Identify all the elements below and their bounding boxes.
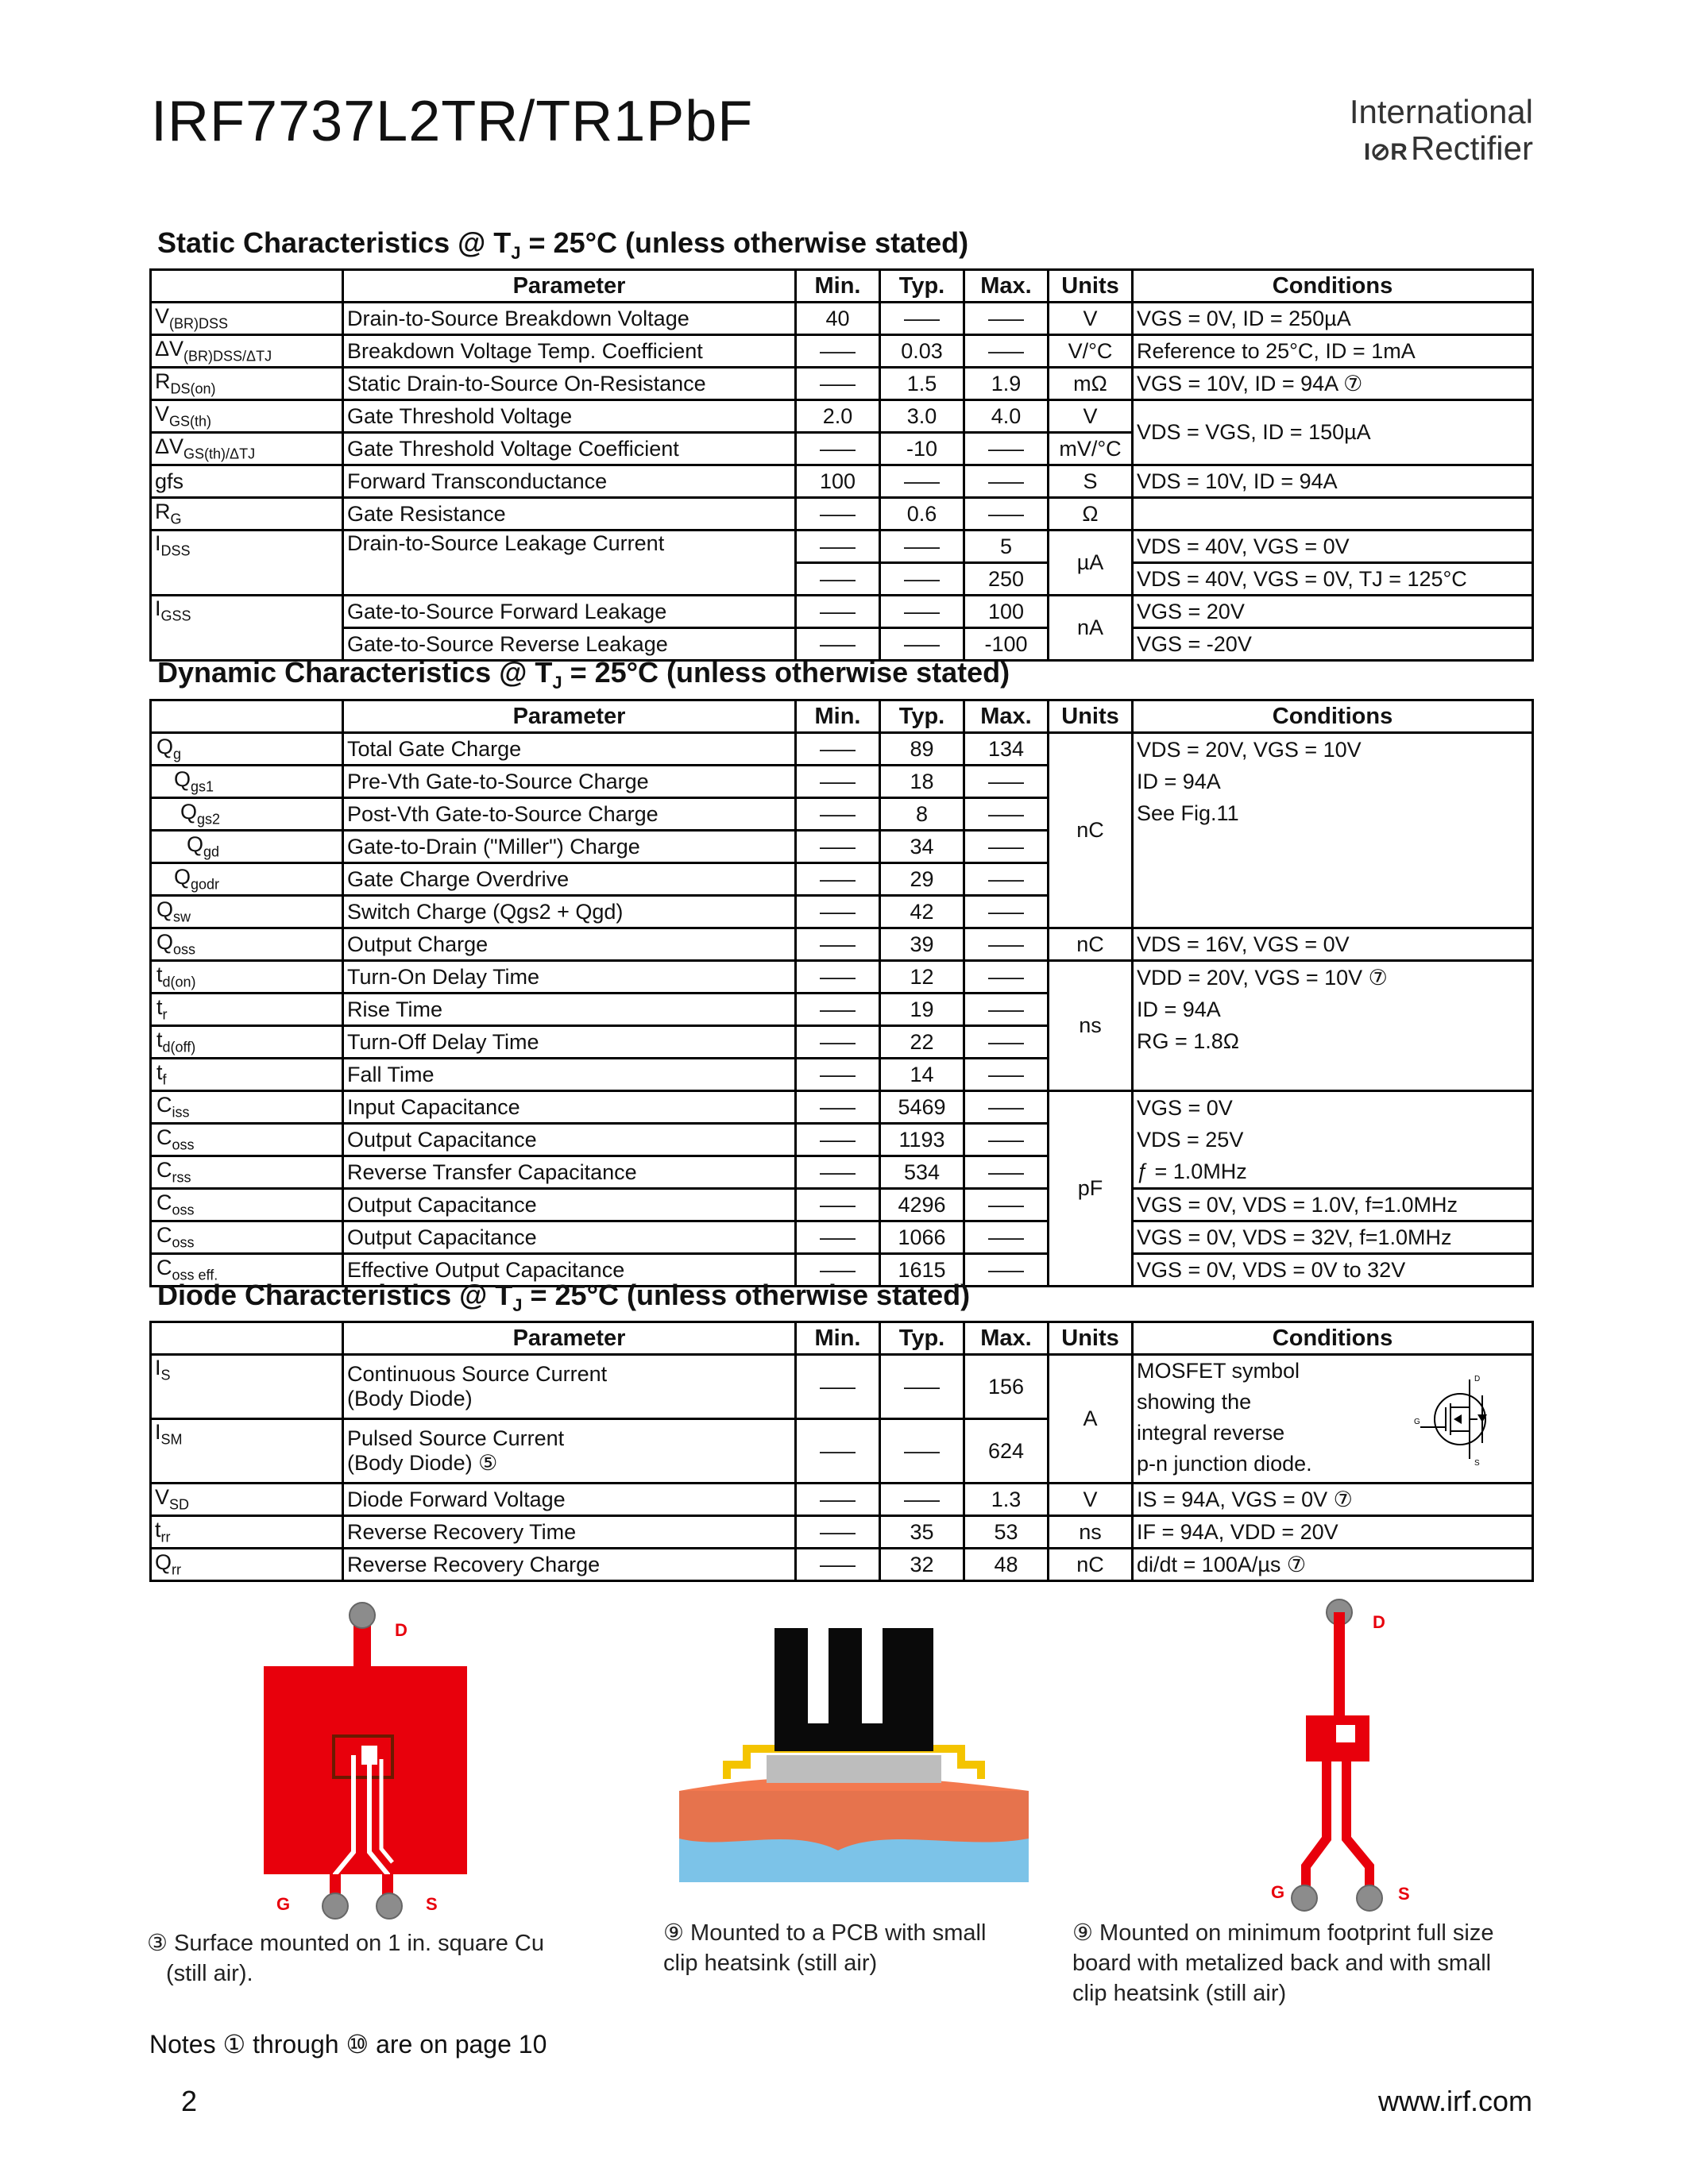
min-cell: ––– xyxy=(796,863,880,896)
table-row xyxy=(151,1484,1533,1516)
typ-cell: 32 xyxy=(880,1549,964,1581)
parameter-cell: Gate Charge Overdrive xyxy=(343,863,796,896)
column-header xyxy=(151,700,343,733)
typ-cell: 39 xyxy=(880,928,964,961)
symbol-cell: $V_{SD}$ xyxy=(151,1484,343,1516)
table-row xyxy=(151,733,1533,766)
symbol-cell: $C_{oss eff.}$ xyxy=(151,1254,343,1287)
parameter-line: (Body Diode) ⑤ xyxy=(347,1451,498,1475)
max-cell: 100 xyxy=(964,596,1049,628)
max-cell: ––– xyxy=(964,831,1049,863)
min-cell: 40 xyxy=(796,303,880,335)
column-header: Conditions xyxy=(1133,270,1533,303)
column-header: Max. xyxy=(964,270,1049,303)
conditions-cell: VGS = 10V, ID = 94A ⑦ xyxy=(1133,368,1533,400)
min-cell: ––– xyxy=(796,896,880,928)
max-cell: ––– xyxy=(964,335,1049,368)
max-cell: ––– xyxy=(964,798,1049,831)
parameter-cell: Output Capacitance xyxy=(343,1189,796,1221)
typ-cell: 42 xyxy=(880,896,964,928)
max-cell: ––– xyxy=(964,1254,1049,1287)
symbol-cell: $Q_{oss}$ xyxy=(151,928,343,961)
min-cell: ––– xyxy=(796,563,880,596)
column-header: Conditions xyxy=(1133,700,1533,733)
dynamic-characteristics-table xyxy=(149,699,1534,1287)
symbol-cell: $Q_{gs2}$ xyxy=(151,798,343,831)
parameter-cell: Reverse Transfer Capacitance xyxy=(343,1156,796,1189)
column-header xyxy=(151,270,343,303)
min-cell: ––– xyxy=(796,733,880,766)
symbol-cell: $t_{d(off)}$ xyxy=(151,1026,343,1059)
drain-label: D xyxy=(1373,1612,1385,1632)
typ-cell: 0.6 xyxy=(880,498,964,531)
table-row xyxy=(151,303,1533,335)
symbol-cell: $R_G$ xyxy=(151,498,343,531)
max-cell: ––– xyxy=(964,1156,1049,1189)
condition-line: VDD = 20V, VGS = 10V ⑦ xyxy=(1137,966,1388,990)
conditions-cell: VDS = 40V, VGS = 0V xyxy=(1133,531,1533,563)
min-cell: ––– xyxy=(796,994,880,1026)
column-header: Parameter xyxy=(343,270,796,303)
max-cell: ––– xyxy=(964,1091,1049,1124)
max-cell: 1.9 xyxy=(964,368,1049,400)
max-cell: ––– xyxy=(964,1059,1049,1091)
min-cell: ––– xyxy=(796,798,880,831)
symbol-cell: $Q_{sw}$ xyxy=(151,896,343,928)
symbol-cell: $C_{iss}$ xyxy=(151,1091,343,1124)
condition-line: ƒ = 1.0MHz xyxy=(1137,1160,1247,1183)
max-cell: 53 xyxy=(964,1516,1049,1549)
min-cell: ––– xyxy=(796,596,880,628)
conditions-cell: di/dt = 100A/µs ⑦ xyxy=(1133,1549,1533,1581)
conditions-cell xyxy=(1133,1091,1533,1189)
condition-line: VDS = 25V xyxy=(1137,1128,1244,1152)
max-cell: ––– xyxy=(964,994,1049,1026)
typ-cell: 18 xyxy=(880,766,964,798)
table-row xyxy=(151,961,1533,994)
conditions-cell: VDS = 40V, VGS = 0V, TJ = 125°C xyxy=(1133,563,1533,596)
conditions-cell xyxy=(1133,1355,1533,1484)
svg-text:D: D xyxy=(1474,1375,1481,1383)
condition-line: showing the xyxy=(1137,1390,1252,1414)
source-label: S xyxy=(426,1894,438,1914)
typ-cell: 89 xyxy=(880,733,964,766)
symbol-cell: $Q_{gd}$ xyxy=(151,831,343,863)
parameter-cell: Switch Charge (Qgs2 + Qgd) xyxy=(343,896,796,928)
gate-label: G xyxy=(276,1894,291,1914)
typ-cell: 14 xyxy=(880,1059,964,1091)
conditions-cell: IF = 94A, VDD = 20V xyxy=(1133,1516,1533,1549)
conditions-cell xyxy=(1133,498,1533,531)
column-header: Units xyxy=(1049,270,1133,303)
table-row xyxy=(151,498,1533,531)
parameter-cell: Drain-to-Source Breakdown Voltage xyxy=(343,303,796,335)
condition-line: RG = 1.8Ω xyxy=(1137,1029,1239,1053)
max-cell: 48 xyxy=(964,1549,1049,1581)
parameter-cell: Reverse Recovery Charge xyxy=(343,1549,796,1581)
page-number: 2 xyxy=(181,2085,198,2117)
column-header: Units xyxy=(1049,700,1133,733)
conditions-cell: VDS = 16V, VGS = 0V xyxy=(1133,928,1533,961)
min-cell: ––– xyxy=(796,831,880,863)
parameter-cell: Gate Threshold Voltage Coefficient xyxy=(343,433,796,465)
conditions-cell: VDS = VGS, ID = 150µA xyxy=(1133,400,1533,465)
symbol-cell: $Q_{rr}$ xyxy=(151,1549,343,1581)
symbol-cell: $R_{DS(on)}$ xyxy=(151,368,343,400)
parameter-cell: Pre-Vth Gate-to-Source Charge xyxy=(343,766,796,798)
parameter-line: (Body Diode) xyxy=(347,1387,473,1410)
parameter-cell: Input Capacitance xyxy=(343,1091,796,1124)
min-cell: 100 xyxy=(796,465,880,498)
typ-cell: 534 xyxy=(880,1156,964,1189)
max-cell: ––– xyxy=(964,433,1049,465)
figure-3-caption: ⑨ Mounted on minimum footprint full size board with metalized back and with small clip heatsink (still air) xyxy=(1072,1920,1494,2006)
min-cell: ––– xyxy=(796,1124,880,1156)
typ-cell: ––– xyxy=(880,563,964,596)
copper-pad xyxy=(264,1666,467,1874)
conditions-cell: VGS = 0V, VDS = 32V, f=1.0MHz xyxy=(1133,1221,1533,1254)
gate-label: G xyxy=(1271,1882,1285,1902)
condition-line: ID = 94A xyxy=(1137,770,1221,793)
column-header: Typ. xyxy=(880,270,964,303)
column-header: Min. xyxy=(796,270,880,303)
min-cell: ––– xyxy=(796,628,880,661)
typ-cell: 35 xyxy=(880,1516,964,1549)
typ-cell: ––– xyxy=(880,531,964,563)
parameter-cell: Gate-to-Source Reverse Leakage xyxy=(343,628,796,661)
parameter-cell: Output Charge xyxy=(343,928,796,961)
max-cell: ––– xyxy=(964,1124,1049,1156)
device-body xyxy=(767,1755,941,1783)
max-cell: ––– xyxy=(964,465,1049,498)
typ-cell: 8 xyxy=(880,798,964,831)
typ-cell: ––– xyxy=(880,628,964,661)
max-cell: ––– xyxy=(964,928,1049,961)
typ-cell: 4296 xyxy=(880,1189,964,1221)
symbol-cell: $V_{GS(th)}$ xyxy=(151,400,343,433)
table-row xyxy=(151,368,1533,400)
typ-cell: ––– xyxy=(880,596,964,628)
symbol-cell: $C_{oss}$ xyxy=(151,1221,343,1254)
units-cell: nC xyxy=(1049,733,1133,928)
table-row xyxy=(151,1549,1533,1581)
min-cell: ––– xyxy=(796,433,880,465)
conditions-cell: IS = 94A, VGS = 0V ⑦ xyxy=(1133,1484,1533,1516)
typ-cell: 19 xyxy=(880,994,964,1026)
company-logo xyxy=(1342,94,1533,171)
figure-2-caption: ⑨ Mounted to a PCB with small clip heatsink (still air) xyxy=(663,1920,987,1976)
units-cell: V xyxy=(1049,1484,1133,1516)
static-section-title: Static Characteristics @ $T_J = 25^\circ C$ (unless otherwise stated) xyxy=(157,226,969,264)
parameter-cell: Fall Time xyxy=(343,1059,796,1091)
symbol-cell: $I_{SM}$ xyxy=(151,1419,343,1484)
max-cell: 5 xyxy=(964,531,1049,563)
typ-cell: 5469 xyxy=(880,1091,964,1124)
symbol-cell: $\Delta V_{(BR)DSS/\Delta TJ}$ xyxy=(151,335,343,368)
min-cell: ––– xyxy=(796,1091,880,1124)
column-header: Parameter xyxy=(343,700,796,733)
parameter-cell: Drain-to-Source Leakage Current xyxy=(343,531,796,596)
min-cell: ––– xyxy=(796,961,880,994)
parameter-cell: Rise Time xyxy=(343,994,796,1026)
min-cell: ––– xyxy=(796,498,880,531)
typ-cell: 0.03 xyxy=(880,335,964,368)
parameter-cell: Turn-Off Delay Time xyxy=(343,1026,796,1059)
max-cell: ––– xyxy=(964,863,1049,896)
drain-pin xyxy=(350,1603,375,1628)
units-cell: ns xyxy=(1049,1516,1133,1549)
units-cell: pF xyxy=(1049,1091,1133,1287)
parameter-cell: Output Capacitance xyxy=(343,1124,796,1156)
max-cell: ––– xyxy=(964,766,1049,798)
static-characteristics-table xyxy=(149,268,1534,662)
notes-line: Notes ① through ⑩ are on page 10 xyxy=(149,2030,547,2059)
min-cell: ––– xyxy=(796,1549,880,1581)
units-cell: ns xyxy=(1049,961,1133,1091)
condition-line: integral reverse xyxy=(1137,1421,1285,1445)
min-cell: 2.0 xyxy=(796,400,880,433)
max-cell: ––– xyxy=(964,1189,1049,1221)
units-cell: Ω xyxy=(1049,498,1133,531)
parameter-line: Pulsed Source Current xyxy=(347,1426,565,1450)
table-row xyxy=(151,400,1533,433)
typ-cell: 1.5 xyxy=(880,368,964,400)
gate-pin xyxy=(323,1893,348,1919)
table-row xyxy=(151,1221,1533,1254)
typ-cell: 1615 xyxy=(880,1254,964,1287)
max-cell: 624 xyxy=(964,1419,1049,1484)
parameter-cell: Post-Vth Gate-to-Source Charge xyxy=(343,798,796,831)
typ-cell: 22 xyxy=(880,1026,964,1059)
table-row xyxy=(151,596,1533,628)
min-cell: ––– xyxy=(796,531,880,563)
logo-ir-mark: I⊘R xyxy=(1363,139,1408,165)
parameter-cell xyxy=(343,1355,796,1419)
parameter-cell: Turn-On Delay Time xyxy=(343,961,796,994)
figure-3-min-footprint-diagram xyxy=(1271,1588,1454,1922)
symbol-cell: $\Delta V_{GS(th)/\Delta TJ}$ xyxy=(151,433,343,465)
parameter-cell: Effective Output Capacitance xyxy=(343,1254,796,1287)
min-cell: ––– xyxy=(796,1059,880,1091)
typ-cell: ––– xyxy=(880,1484,964,1516)
units-cell: V xyxy=(1049,303,1133,335)
column-header: Min. xyxy=(796,1322,880,1355)
min-cell: ––– xyxy=(796,1516,880,1549)
min-cell: ––– xyxy=(796,1156,880,1189)
column-header: Typ. xyxy=(880,1322,964,1355)
conditions-cell: Reference to 25°C, ID = 1mA xyxy=(1133,335,1533,368)
heatsink-fin-2 xyxy=(829,1628,862,1731)
max-cell: ––– xyxy=(964,961,1049,994)
symbol-cell: $C_{oss}$ xyxy=(151,1124,343,1156)
min-cell: ––– xyxy=(796,1189,880,1221)
typ-cell: ––– xyxy=(880,1419,964,1484)
units-cell: nC xyxy=(1049,928,1133,961)
footer-url[interactable]: www.irf.com xyxy=(1377,2085,1532,2117)
max-cell: 250 xyxy=(964,563,1049,596)
gate-pad xyxy=(361,1746,377,1765)
table-row xyxy=(151,465,1533,498)
table-row xyxy=(151,531,1533,563)
units-cell: V xyxy=(1049,400,1133,433)
parameter-cell: Forward Transconductance xyxy=(343,465,796,498)
symbol-cell: $V_{(BR)DSS}$ xyxy=(151,303,343,335)
logo-line1: International xyxy=(1349,93,1533,130)
min-cell: ––– xyxy=(796,1221,880,1254)
column-header: Max. xyxy=(964,700,1049,733)
conditions-cell: VDS = 10V, ID = 94A xyxy=(1133,465,1533,498)
max-cell: -100 xyxy=(964,628,1049,661)
typ-cell: 1193 xyxy=(880,1124,964,1156)
min-cell: ––– xyxy=(796,335,880,368)
min-cell: ––– xyxy=(796,766,880,798)
condition-line: See Fig.11 xyxy=(1137,801,1239,825)
table-row xyxy=(151,1189,1533,1221)
parameter-cell: Static Drain-to-Source On-Resistance xyxy=(343,368,796,400)
heatsink-fin-3 xyxy=(883,1628,916,1731)
units-cell: nC xyxy=(1049,1549,1133,1581)
column-header: Min. xyxy=(796,700,880,733)
parameter-cell: Gate-to-Source Forward Leakage xyxy=(343,596,796,628)
condition-line: p-n junction diode. xyxy=(1137,1452,1312,1476)
heatsink-fin-1 xyxy=(774,1628,808,1731)
symbol-cell: $t_r$ xyxy=(151,994,343,1026)
typ-cell: 12 xyxy=(880,961,964,994)
units-cell: V/°C xyxy=(1049,335,1133,368)
svg-text:G: G xyxy=(1414,1418,1420,1426)
typ-cell: ––– xyxy=(880,1355,964,1419)
symbol-cell: $I_{DSS}$ xyxy=(151,531,343,596)
figure-1-cu-pad-diagram xyxy=(238,1596,500,1930)
drain-label: D xyxy=(395,1620,408,1640)
min-cell: ––– xyxy=(796,1026,880,1059)
source-pin xyxy=(377,1893,402,1919)
symbol-cell: $Q_g$ xyxy=(151,733,343,766)
symbol-cell: $t_{d(on)}$ xyxy=(151,961,343,994)
typ-cell: 34 xyxy=(880,831,964,863)
column-header: Parameter xyxy=(343,1322,796,1355)
source-label: S xyxy=(1398,1884,1410,1904)
conditions-cell: VGS = -20V xyxy=(1133,628,1533,661)
column-header: Typ. xyxy=(880,700,964,733)
min-cell: ––– xyxy=(796,1419,880,1484)
table-row xyxy=(151,1355,1533,1419)
diode-section-title: Diode Characteristics @ $T_J = 25^\circ C$ (unless otherwise stated) xyxy=(157,1279,971,1316)
parameter-cell: Output Capacitance xyxy=(343,1221,796,1254)
figure-2-pcb-heatsink-diagram xyxy=(679,1612,1029,1882)
units-cell: µA xyxy=(1049,531,1133,596)
min-cell: ––– xyxy=(796,1254,880,1287)
conditions-cell: VGS = 0V, VDS = 0V to 32V xyxy=(1133,1254,1533,1287)
parameter-cell xyxy=(343,1419,796,1484)
max-cell: 4.0 xyxy=(964,400,1049,433)
condition-line: ID = 94A xyxy=(1137,997,1221,1021)
min-cell: ––– xyxy=(796,1484,880,1516)
parameter-cell: Total Gate Charge xyxy=(343,733,796,766)
condition-line: VDS = 20V, VGS = 10V xyxy=(1137,738,1362,762)
conditions-cell: VGS = 0V, VDS = 1.0V, f=1.0MHz xyxy=(1133,1189,1533,1221)
diode-characteristics-table xyxy=(149,1321,1534,1582)
symbol-cell: $t_f$ xyxy=(151,1059,343,1091)
max-cell: ––– xyxy=(964,1221,1049,1254)
figure-1-caption: ③ Surface mounted on 1 in. square Cu (still air). xyxy=(147,1931,544,1986)
symbol-cell: $Q_{gs1}$ xyxy=(151,766,343,798)
parameter-cell: Breakdown Voltage Temp. Coefficient xyxy=(343,335,796,368)
column-header: Conditions xyxy=(1133,1322,1533,1355)
max-cell: 156 xyxy=(964,1355,1049,1419)
max-cell: ––– xyxy=(964,896,1049,928)
source-pin xyxy=(1357,1885,1382,1911)
symbol-cell: $C_{rss}$ xyxy=(151,1156,343,1189)
parameter-cell: Gate Threshold Voltage xyxy=(343,400,796,433)
column-header xyxy=(151,1322,343,1355)
typ-cell: 3.0 xyxy=(880,400,964,433)
symbol-cell: $I_S$ xyxy=(151,1355,343,1419)
symbol-cell: $C_{oss}$ xyxy=(151,1189,343,1221)
parameter-line: Continuous Source Current xyxy=(347,1362,608,1386)
logo-line2: Rectifier xyxy=(1410,129,1533,167)
parameter-cell: Gate-to-Drain ("Miller") Charge xyxy=(343,831,796,863)
max-cell: 134 xyxy=(964,733,1049,766)
units-cell: mΩ xyxy=(1049,368,1133,400)
column-header: Units xyxy=(1049,1322,1133,1355)
conditions-cell: VGS = 0V, ID = 250µA xyxy=(1133,303,1533,335)
table-row xyxy=(151,335,1533,368)
conditions-cell xyxy=(1133,733,1533,928)
table-row xyxy=(151,1091,1533,1124)
min-cell: ––– xyxy=(796,928,880,961)
dynamic-section-title: Dynamic Characteristics @ $T_J = 25^\circ C$ (unless otherwise stated) xyxy=(157,656,1010,693)
table-row xyxy=(151,928,1533,961)
svg-text:S: S xyxy=(1474,1459,1480,1467)
symbol-cell: gfs xyxy=(151,465,343,498)
symbol-cell: $Q_{godr}$ xyxy=(151,863,343,896)
parameter-cell: Reverse Recovery Time xyxy=(343,1516,796,1549)
symbol-cell: $t_{rr}$ xyxy=(151,1516,343,1549)
min-cell: ––– xyxy=(796,368,880,400)
condition-line: VGS = 0V xyxy=(1137,1096,1233,1120)
typ-cell: ––– xyxy=(880,465,964,498)
conditions-cell: VGS = 20V xyxy=(1133,596,1533,628)
typ-cell: -10 xyxy=(880,433,964,465)
parameter-cell: Gate Resistance xyxy=(343,498,796,531)
parameter-cell: Diode Forward Voltage xyxy=(343,1484,796,1516)
max-cell: ––– xyxy=(964,303,1049,335)
units-cell: A xyxy=(1049,1355,1133,1484)
column-header: Max. xyxy=(964,1322,1049,1355)
conditions-cell xyxy=(1133,961,1533,1091)
max-cell: ––– xyxy=(964,498,1049,531)
symbol-cell: $I_{GSS}$ xyxy=(151,596,343,661)
page-title: IRF7737L2TR/TR1PbF xyxy=(151,90,754,153)
units-cell: S xyxy=(1049,465,1133,498)
table-row xyxy=(151,1516,1533,1549)
max-cell: ––– xyxy=(964,1026,1049,1059)
typ-cell: 29 xyxy=(880,863,964,896)
gate-pin xyxy=(1292,1885,1317,1911)
units-cell: mV/°C xyxy=(1049,433,1133,465)
mosfet-symbol-icon xyxy=(1412,1372,1500,1467)
max-cell: 1.3 xyxy=(964,1484,1049,1516)
typ-cell: 1066 xyxy=(880,1221,964,1254)
thermal-spread xyxy=(679,1778,1029,1850)
typ-cell: ––– xyxy=(880,303,964,335)
min-cell: ––– xyxy=(796,1355,880,1419)
condition-line: MOSFET symbol xyxy=(1137,1359,1300,1383)
units-cell: nA xyxy=(1049,596,1133,661)
